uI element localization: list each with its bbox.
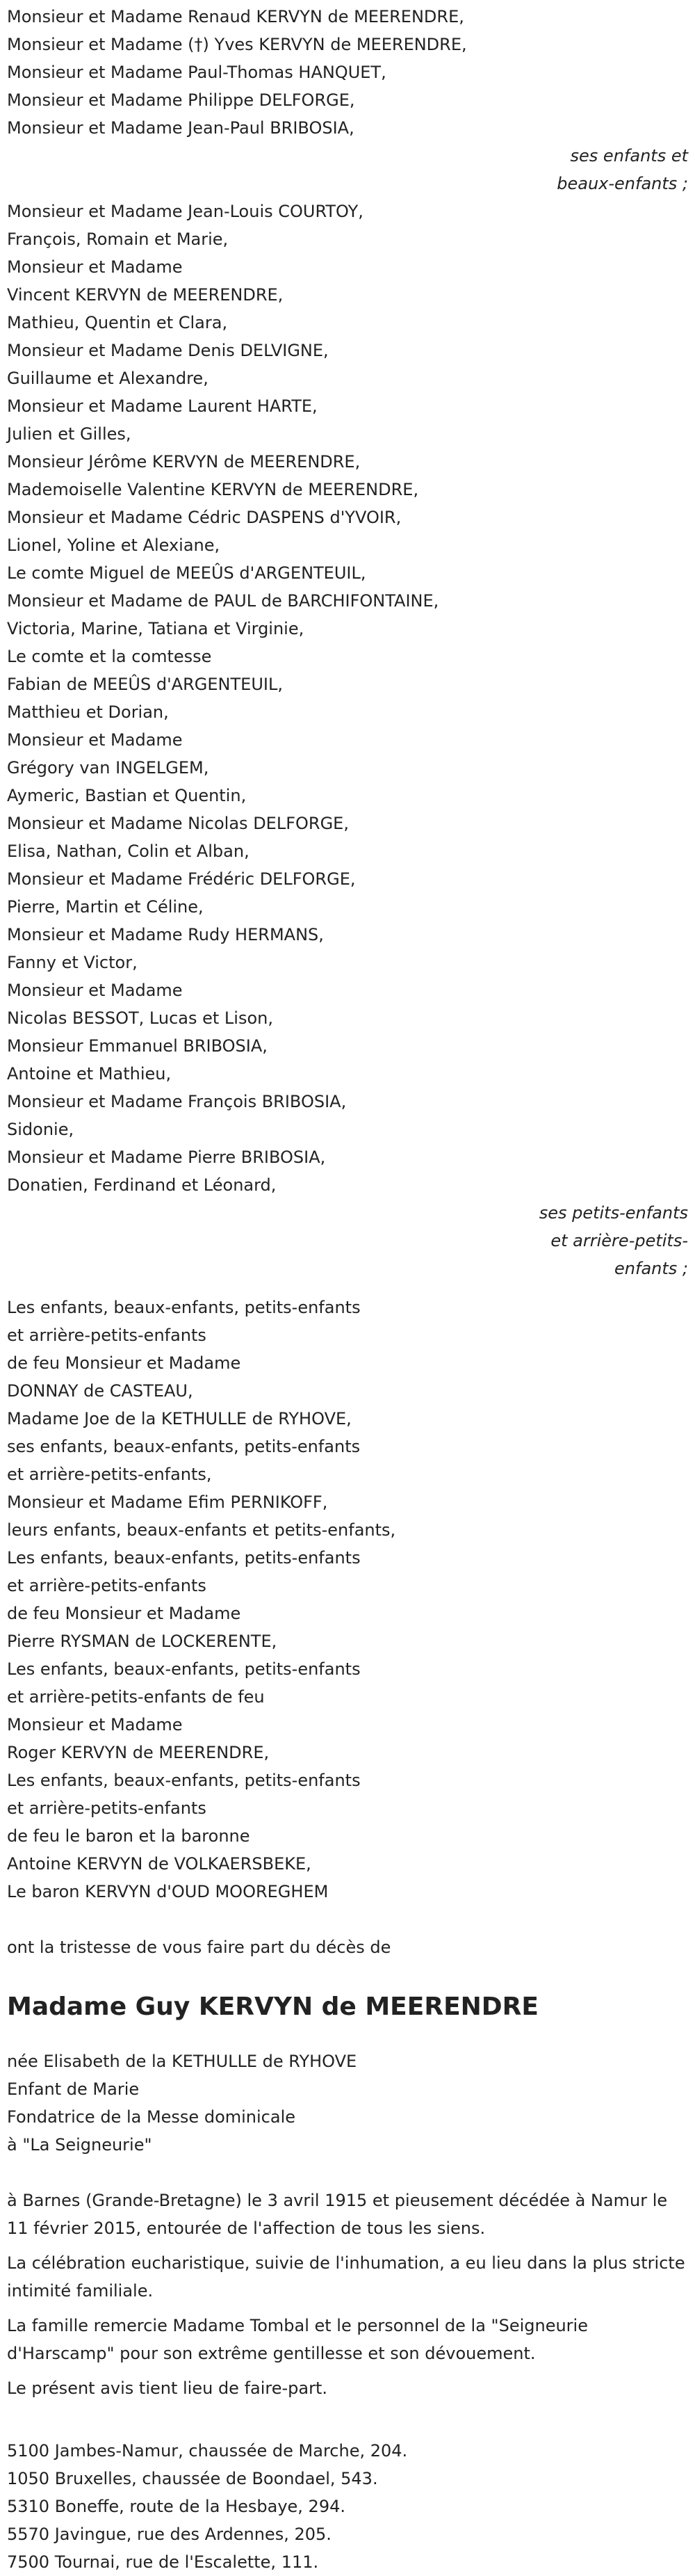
relation-note-line: ses enfants et: [570, 146, 688, 166]
family-member-line: Les enfants, beaux-enfants, petits-enfants: [7, 1659, 361, 1679]
family-member-line: Pierre RYSMAN de LOCKERENTE,: [7, 1632, 277, 1651]
family-member-line: Les enfants, beaux-enfants, petits-enfants: [7, 1771, 361, 1790]
family-member-line: de feu le baron et la baronne: [7, 1826, 250, 1846]
notice-paragraph: Le présent avis tient lieu de faire-part.: [7, 2378, 328, 2398]
family-member-line: Fanny et Victor,: [7, 953, 138, 972]
relation-note-children: [7, 142, 688, 198]
family-member-line: Mathieu, Quentin et Clara,: [7, 313, 228, 332]
family-member-line: et arrière-petits-enfants: [7, 1798, 206, 1818]
family-member-line: Monsieur et Madame Efim PERNIKOFF,: [7, 1492, 328, 1512]
family-member-line: Donatien, Ferdinand et Léonard,: [7, 1175, 277, 1195]
family-member-line: ses enfants, beaux-enfants, petits-enfants: [7, 1437, 361, 1456]
address-line: 5310 Boneffe, route de la Hesbaye, 294.: [7, 2497, 345, 2516]
family-member-line: Nicolas BESSOT, Lucas et Lison,: [7, 1008, 273, 1028]
family-member-line: de feu Monsieur et Madame: [7, 1604, 241, 1623]
family-member-line: Fabian de MEEÛS d'ARGENTEUIL,: [7, 675, 283, 694]
announcement-text: ont la tristesse de vous faire part du décès de: [7, 1938, 391, 1957]
family-member-line: Monsieur et Madame Denis DELVIGNE,: [7, 341, 329, 360]
family-member-line: Le baron KERVYN d'OUD MOOREGHEM: [7, 1882, 329, 1901]
family-member-line: Monsieur et Madame Frédéric DELFORGE,: [7, 869, 356, 889]
family-member-line: Les enfants, beaux-enfants, petits-enfants: [7, 1298, 361, 1317]
family-member-line: Monsieur et Madame Pierre BRIBOSIA,: [7, 1148, 326, 1167]
deceased-info-line: Fondatrice de la Messe dominicale: [7, 2107, 296, 2127]
family-member-line: François, Romain et Marie,: [7, 230, 229, 249]
family-member-line: Le comte et la comtesse: [7, 647, 212, 666]
notice-paragraph: La célébration eucharistique, suivie de l'inhumation, a eu lieu dans la plus stricte intimité familiale.: [7, 2253, 685, 2301]
family-member-line: Grégory van INGELGEM,: [7, 758, 209, 778]
family-member-line: Monsieur et Madame Renaud KERVYN de MEERENDRE,: [7, 7, 464, 26]
family-member-line: Monsieur et Madame: [7, 257, 183, 277]
family-list-grandchildren: [7, 198, 688, 1199]
notice-paragraph: La famille remercie Madame Tombal et le personnel de la "Seigneurie d'Harscamp" pour son extrême gentillesse et son dévouement.: [7, 2316, 588, 2363]
family-member-line: et arrière-petits-enfants: [7, 1326, 206, 1345]
deceased-name-title: Madame Guy KERVYN de MEERENDRE: [7, 1993, 539, 2021]
family-member-line: Matthieu et Dorian,: [7, 702, 169, 722]
relation-note-line: et arrière-petits-: [550, 1231, 688, 1250]
family-addresses: [7, 2437, 688, 2576]
family-member-line: DONNAY de CASTEAU,: [7, 1381, 193, 1401]
family-member-line: Madame Joe de la KETHULLE de RYHOVE,: [7, 1409, 352, 1428]
address-line: 1050 Bruxelles, chaussée de Boondael, 543.: [7, 2469, 378, 2488]
family-member-line: Roger KERVYN de MEERENDRE,: [7, 1743, 270, 1762]
deceased-info: [7, 2047, 688, 2159]
family-member-line: Mademoiselle Valentine KERVYN de MEERENDRE,: [7, 480, 419, 499]
family-member-line: Monsieur et Madame Nicolas DELFORGE,: [7, 814, 349, 833]
family-member-line: Guillaume et Alexandre,: [7, 369, 208, 388]
family-list-children: [7, 3, 688, 142]
family-member-line: et arrière-petits-enfants de feu: [7, 1687, 265, 1707]
family-member-line: Monsieur et Madame (†) Yves KERVYN de MEERENDRE,: [7, 35, 467, 54]
family-member-line: Lionel, Yoline et Alexiane,: [7, 536, 220, 555]
family-member-line: Monsieur et Madame: [7, 981, 183, 1000]
deceased-info-line: à "La Seigneurie": [7, 2135, 152, 2155]
family-member-line: et arrière-petits-enfants,: [7, 1465, 212, 1484]
relation-note-line: beaux-enfants ;: [557, 174, 688, 193]
family-member-line: Elisa, Nathan, Colin et Alban,: [7, 842, 250, 861]
family-member-line: Antoine et Mathieu,: [7, 1064, 172, 1084]
family-member-line: Monsieur Jérôme KERVYN de MEERENDRE,: [7, 452, 361, 472]
family-member-line: Monsieur et Madame Jean-Louis COURTOY,: [7, 202, 363, 221]
family-member-line: leurs enfants, beaux-enfants et petits-enfants,: [7, 1520, 396, 1540]
relation-note-grandchildren: [7, 1199, 688, 1282]
family-member-line: Monsieur et Madame François BRIBOSIA,: [7, 1092, 347, 1111]
family-member-line: Monsieur et Madame Jean-Paul BRIBOSIA,: [7, 118, 354, 138]
address-line: 5100 Jambes-Namur, chaussée de Marche, 204.: [7, 2441, 408, 2461]
family-member-line: et arrière-petits-enfants: [7, 1576, 206, 1595]
family-list-relatives: [7, 1294, 688, 1906]
family-member-line: Aymeric, Bastian et Quentin,: [7, 786, 247, 805]
address-line: 7500 Tournai, rue de l'Escalette, 111.: [7, 2552, 319, 2572]
deceased-info-line: née Elisabeth de la KETHULLE de RYHOVE: [7, 2052, 357, 2071]
family-member-line: Julien et Gilles,: [7, 424, 131, 444]
relation-note-line: enfants ;: [614, 1259, 688, 1278]
family-member-line: Pierre, Martin et Céline,: [7, 897, 204, 917]
deceased-info-line: Enfant de Marie: [7, 2079, 140, 2099]
family-member-line: Monsieur et Madame Rudy HERMANS,: [7, 925, 324, 944]
family-member-line: Le comte Miguel de MEEÛS d'ARGENTEUIL,: [7, 563, 366, 583]
notice-paragraphs: [7, 2187, 688, 2402]
family-member-line: Monsieur et Madame de PAUL de BARCHIFONTAINE,: [7, 591, 439, 611]
family-member-line: de feu Monsieur et Madame: [7, 1353, 241, 1373]
relation-note-line: ses petits-enfants: [539, 1203, 688, 1223]
family-member-line: Monsieur et Madame Cédric DASPENS d'YVOIR,: [7, 508, 402, 527]
family-member-line: Monsieur et Madame Paul-Thomas HANQUET,: [7, 63, 386, 82]
notice-paragraph: à Barnes (Grande-Bretagne) le 3 avril 1915 et pieusement décédée à Namur le 11 février 2015, entourée de l'affection de tous les siens.: [7, 2191, 668, 2238]
family-member-line: Monsieur et Madame Philippe DELFORGE,: [7, 90, 355, 110]
family-member-line: Sidonie,: [7, 1120, 74, 1139]
family-member-line: Monsieur et Madame: [7, 730, 183, 750]
family-member-line: Monsieur et Madame Laurent HARTE,: [7, 396, 318, 416]
family-member-line: Vincent KERVYN de MEERENDRE,: [7, 285, 284, 305]
address-line: 5570 Javingue, rue des Ardennes, 205.: [7, 2525, 332, 2544]
family-member-line: Antoine KERVYN de VOLKAERSBEKE,: [7, 1854, 311, 1874]
family-member-line: Monsieur Emmanuel BRIBOSIA,: [7, 1036, 268, 1056]
family-member-line: Les enfants, beaux-enfants, petits-enfants: [7, 1548, 361, 1568]
family-member-line: Victoria, Marine, Tatiana et Virginie,: [7, 619, 304, 638]
family-member-line: Monsieur et Madame: [7, 1715, 183, 1734]
